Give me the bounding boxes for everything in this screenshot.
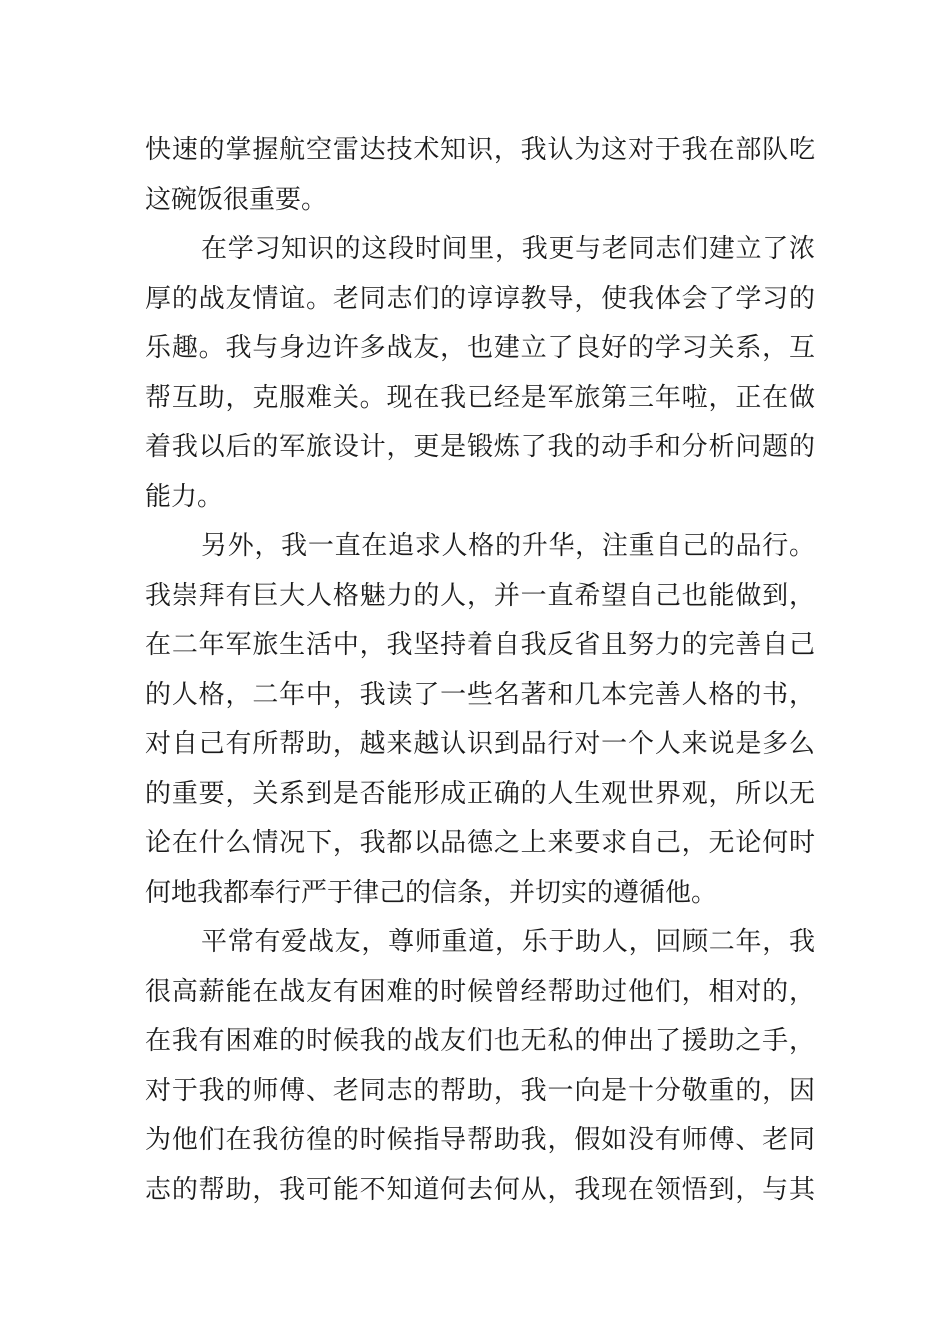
- text-line: 乐趣。我与身边许多战友，也建立了良好的学习关系，互: [145, 333, 815, 363]
- text-line: 在学习知识的这段时间里，我更与老同志们建立了浓: [201, 234, 815, 264]
- paragraph-1: [145, 126, 815, 225]
- text-line: 对自己有所帮助，越来越认识到品行对一个人来说是多么: [145, 729, 815, 759]
- text-line: 能力。: [145, 481, 224, 512]
- text-line: 厚的战友情谊。老同志们的谆谆教导，使我体会了学习的: [145, 283, 815, 314]
- text-line: 很高薪能在战友有困难的时候曾经帮助过他们，相对的，: [145, 976, 815, 1007]
- paragraph-3: [145, 522, 815, 918]
- text-line: 论在什么情况下，我都以品德之上来要求自己，无论何时: [145, 828, 815, 858]
- text-line: 对于我的师傅、老同志的帮助，我一向是十分敬重的，因: [145, 1075, 815, 1106]
- text-line: 快速的掌握航空雷达技术知识，我认为这对于我在部队吃: [145, 135, 815, 165]
- text-line: 在二年军旅生活中，我坚持着自我反省且努力的完善自己: [145, 630, 815, 660]
- text-line: 我崇拜有巨大人格魅力的人，并一直希望自己也能做到，: [145, 580, 815, 611]
- text-line: 另外，我一直在追求人格的升华，注重自己的品行。: [201, 531, 815, 561]
- paragraph-2: [145, 225, 815, 522]
- text-line: 志的帮助，我可能不知道何去何从，我现在领悟到，与其: [145, 1174, 815, 1205]
- text-line: 为他们在我彷徨的时候指导帮助我，假如没有师傅、老同: [145, 1125, 815, 1155]
- text-line: 着我以后的军旅设计，更是锻炼了我的动手和分析问题的: [145, 432, 815, 462]
- text-line: 平常有爱战友，尊师重道，乐于助人，回顾二年，我: [201, 927, 815, 957]
- paragraph-4: [145, 918, 815, 1215]
- text-line: 的人格，二年中，我读了一些名著和几本完善人格的书，: [145, 679, 815, 710]
- text-line: 在我有困难的时候我的战友们也无私的伸出了援助之手，: [145, 1026, 815, 1056]
- text-line: 这碗饭很重要。: [145, 184, 328, 215]
- text-line: 何地我都奉行严于律己的信条，并切实的遵循他。: [145, 877, 718, 908]
- document-body: [145, 126, 815, 1215]
- text-line: 帮互助，克服难关。现在我已经是军旅第三年啦，正在做: [145, 382, 815, 413]
- text-line: 的重要，关系到是否能形成正确的人生观世界观，所以无: [145, 778, 815, 809]
